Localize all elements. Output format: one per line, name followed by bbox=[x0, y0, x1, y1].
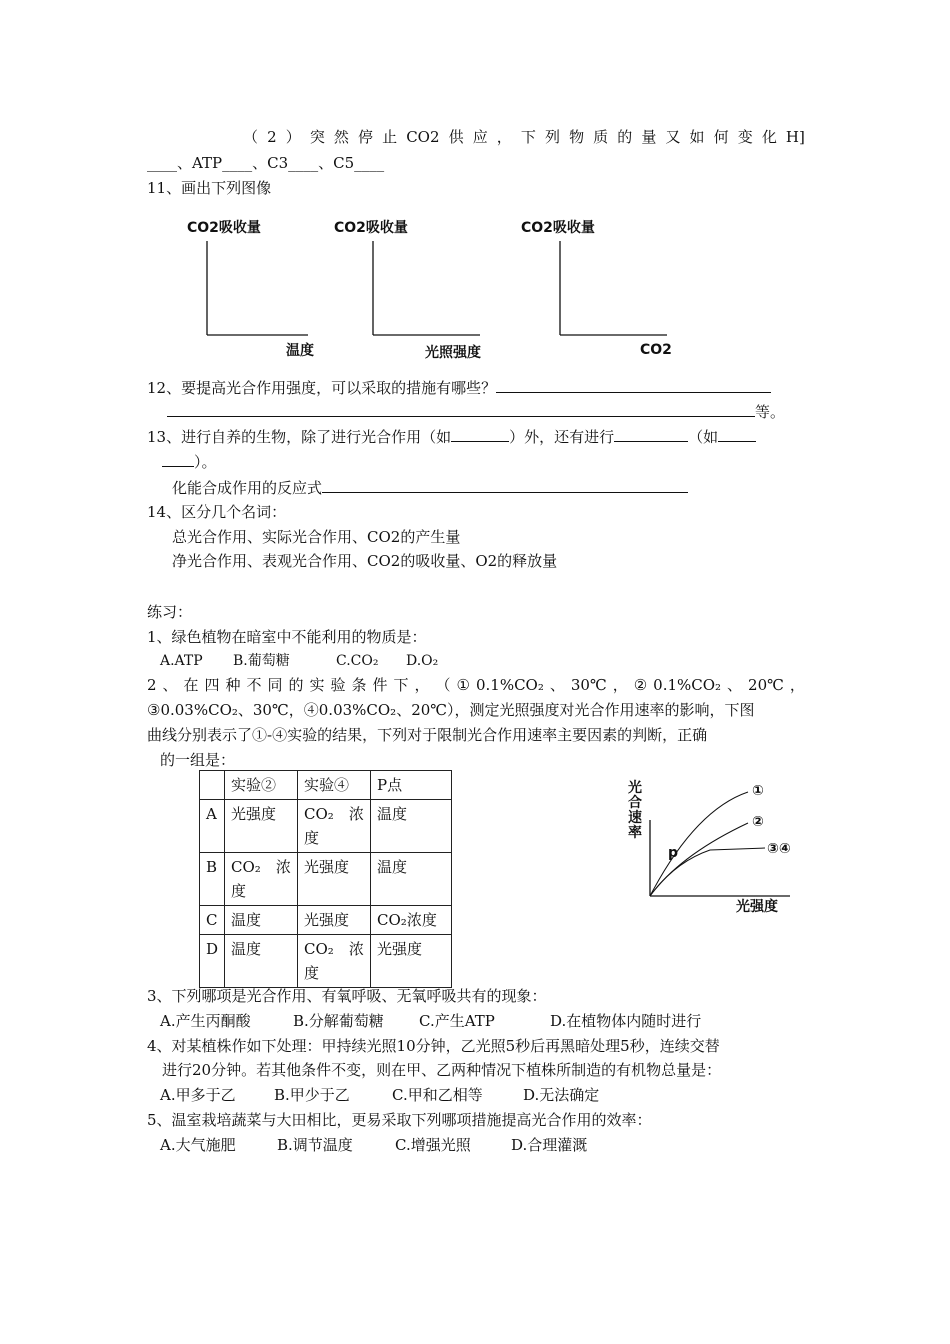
table-cell: CO₂ 浓度 bbox=[225, 853, 298, 906]
q12-answer-blank-2[interactable] bbox=[167, 402, 755, 417]
table-cell: C bbox=[200, 906, 225, 935]
photosynthesis-rate-chart bbox=[620, 770, 820, 920]
text-token: 供 bbox=[448, 128, 464, 146]
table-cell: A bbox=[200, 800, 225, 853]
table-cell: CO₂浓度 bbox=[371, 906, 452, 935]
text-token: CO2 bbox=[406, 128, 440, 146]
text-token: 30℃ bbox=[570, 676, 607, 694]
table-cell: D bbox=[200, 935, 225, 988]
chart-xlabel: 光强度 bbox=[736, 899, 778, 915]
q10-part2-line2 bbox=[147, 153, 384, 173]
q13-line3 bbox=[172, 478, 688, 498]
table-cell bbox=[200, 771, 225, 800]
table-header-exp2: 实验② bbox=[225, 771, 298, 800]
text-token: 实 bbox=[309, 676, 325, 694]
text-token: 的 bbox=[288, 676, 304, 694]
text-token: 质 bbox=[593, 128, 609, 146]
q14-title: 14、区分几个名词： bbox=[147, 503, 287, 521]
option-d[interactable]: D.合理灌溉 bbox=[511, 1136, 588, 1154]
table-cell: 温度 bbox=[225, 935, 298, 988]
text-token: 变 bbox=[737, 128, 753, 146]
graph3-xlabel: CO2 bbox=[640, 342, 672, 358]
practice-q4-line2: 进行20分钟。若其他条件不变，则在甲、乙两种情况下植株所制造的有机物总量是： bbox=[162, 1061, 722, 1079]
practice-q2-line3: 曲线分别表示了①-④实验的结果，下列对于限制光合作用速率主要因素的判断，正确 bbox=[147, 726, 708, 744]
q13-text-3: （如 bbox=[688, 428, 719, 446]
q13-line2 bbox=[162, 452, 217, 472]
text-token: 又 bbox=[665, 128, 681, 146]
table-cell: 光强度 bbox=[371, 935, 452, 988]
q13-text-2: ）外，还有进行 bbox=[509, 428, 615, 446]
q13-blank-example-2a[interactable] bbox=[718, 427, 756, 442]
text-token: 、 bbox=[162, 676, 178, 694]
practice-q2-line2: ③0.03%CO₂、30℃，④0.03%CO₂、20℃），测定光照强度对光合作用速率的影响，下图 bbox=[147, 701, 755, 719]
chart-ylabel-char-4: 率 bbox=[628, 825, 642, 841]
option-b[interactable]: B.分解葡萄糖 bbox=[293, 1012, 384, 1030]
q12-end: 等。 bbox=[755, 403, 786, 421]
q13-blank-process[interactable] bbox=[614, 427, 688, 442]
curve-label-2: ② bbox=[752, 814, 764, 830]
practice-q3-stem: 3、下列哪项是光合作用、有氧呼吸、无氧呼吸共有的现象： bbox=[147, 987, 547, 1005]
text-token: 0.1%CO₂ bbox=[475, 676, 544, 694]
text-token: （ bbox=[435, 676, 451, 694]
graph2-ylabel: CO2吸收量 bbox=[334, 220, 408, 236]
table-cell: CO₂ 浓度 bbox=[298, 800, 371, 853]
text-token: 下 bbox=[520, 128, 536, 146]
text-token: 化 bbox=[761, 128, 777, 146]
q11-axes-graphs bbox=[0, 205, 950, 365]
text-token: 同 bbox=[267, 676, 283, 694]
table-row[interactable] bbox=[200, 906, 452, 935]
option-c[interactable]: C.CO₂ bbox=[336, 653, 379, 669]
table-cell: 光强度 bbox=[225, 800, 298, 853]
option-a[interactable]: A.大气施肥 bbox=[160, 1136, 236, 1154]
graph-co2[interactable] bbox=[521, 219, 672, 358]
text-token: 然 bbox=[333, 128, 349, 146]
option-d[interactable]: D.无法确定 bbox=[523, 1086, 600, 1104]
text-token: 条 bbox=[351, 676, 367, 694]
text-token: 的 bbox=[617, 128, 633, 146]
option-b[interactable]: B.甲少于乙 bbox=[274, 1086, 350, 1104]
text-token: 四 bbox=[204, 676, 220, 694]
option-a[interactable]: A.ATP bbox=[160, 653, 203, 669]
q10-blanks-text: ____、ATP____、C3____、C5____ bbox=[147, 154, 385, 172]
table-row[interactable] bbox=[200, 853, 452, 906]
practice-q1-options bbox=[160, 651, 438, 671]
point-p-label: p bbox=[668, 845, 679, 861]
text-token: ， bbox=[414, 676, 430, 694]
text-token: 种 bbox=[225, 676, 241, 694]
text-token: 下 bbox=[393, 676, 409, 694]
q13-text-1: 13、进行自养的生物，除了进行光合作用（如 bbox=[147, 428, 452, 446]
table-cell: 温度 bbox=[371, 853, 452, 906]
text-token: 止 bbox=[382, 128, 398, 146]
curve-2 bbox=[650, 823, 748, 896]
graph-light-intensity[interactable] bbox=[334, 219, 481, 361]
table-header-p-point: P点 bbox=[371, 771, 452, 800]
option-a[interactable]: A.甲多于乙 bbox=[160, 1086, 236, 1104]
chart-ylabel-char-1: 光 bbox=[628, 780, 642, 796]
table-cell: 温度 bbox=[371, 800, 452, 853]
option-a[interactable]: A.产生丙酮酸 bbox=[160, 1012, 251, 1030]
text-token: ， bbox=[789, 676, 805, 694]
text-token: H] bbox=[785, 128, 805, 146]
practice-q5-stem: 5、温室栽培蔬菜与大田相比，更易采取下列哪项措施提高光合作用的效率： bbox=[147, 1111, 652, 1129]
option-b[interactable]: B.葡萄糖 bbox=[233, 653, 290, 669]
text-token: 20℃ bbox=[748, 676, 784, 694]
text-token: 停 bbox=[358, 128, 374, 146]
text-token: 量 bbox=[641, 128, 657, 146]
chart-ylabel-char-2: 合 bbox=[628, 795, 642, 811]
option-b[interactable]: B.调节温度 bbox=[277, 1136, 353, 1154]
text-token: 2 bbox=[267, 128, 277, 146]
option-c[interactable]: C.产生ATP bbox=[419, 1012, 495, 1030]
practice-q5-options bbox=[160, 1135, 587, 1155]
q12-line1 bbox=[147, 378, 771, 398]
practice-q2-line1 bbox=[147, 675, 805, 695]
table-cell: B bbox=[200, 853, 225, 906]
text-token: 在 bbox=[183, 676, 199, 694]
q13-line1 bbox=[147, 427, 756, 447]
experiment-table bbox=[199, 770, 452, 988]
q14-line1: 总光合作用、实际光合作用、CO2的产生量 bbox=[172, 528, 461, 546]
text-token: 、 bbox=[727, 676, 743, 694]
text-token: 如 bbox=[689, 128, 705, 146]
text-token: 物 bbox=[569, 128, 585, 146]
q14-line2: 净光合作用、表观光合作用、CO2的吸收量、O2的释放量 bbox=[172, 552, 558, 570]
q12-line2 bbox=[167, 402, 785, 422]
graph-temperature[interactable] bbox=[187, 219, 314, 359]
curve-label-3-4: ③④ bbox=[767, 841, 791, 857]
practice-q1-stem: 1、绿色植物在暗室中不能利用的物质是： bbox=[147, 628, 427, 646]
text-token: ， bbox=[496, 128, 512, 146]
text-token: 突 bbox=[309, 128, 325, 146]
text-token: 应 bbox=[472, 128, 488, 146]
table-cell: CO₂ 浓度 bbox=[298, 935, 371, 988]
table-header-row bbox=[200, 771, 452, 800]
q13-text-4: ）。 bbox=[194, 453, 217, 471]
option-d[interactable]: D.O₂ bbox=[406, 653, 439, 669]
curve-1 bbox=[650, 792, 748, 896]
table-cell: 温度 bbox=[225, 906, 298, 935]
text-token: 不 bbox=[246, 676, 262, 694]
text-token: ② bbox=[633, 676, 648, 694]
practice-q3-options bbox=[160, 1011, 701, 1031]
text-token: （ bbox=[243, 128, 259, 146]
graph2-xlabel: 光照强度 bbox=[425, 345, 481, 361]
text-token: 列 bbox=[544, 128, 560, 146]
q10-part2-line1 bbox=[243, 127, 805, 147]
option-c[interactable]: C.甲和乙相等 bbox=[392, 1086, 483, 1104]
text-token: 2 bbox=[147, 676, 157, 694]
text-token: 、 bbox=[549, 676, 565, 694]
text-token: 件 bbox=[372, 676, 388, 694]
table-cell: 光强度 bbox=[298, 853, 371, 906]
practice-q4-line1: 4、对某植株作如下处理：甲持续光照10分钟，乙光照5秒后再黑暗处理5秒，连续交替 bbox=[147, 1037, 720, 1055]
graph1-xlabel: 温度 bbox=[286, 343, 314, 359]
q13-blank-equation[interactable] bbox=[322, 478, 688, 493]
chart-ylabel-char-3: 速 bbox=[628, 810, 642, 826]
practice-q4-options bbox=[160, 1085, 599, 1105]
text-token: ， bbox=[612, 676, 628, 694]
q11-title: 11、画出下列图像 bbox=[147, 179, 272, 197]
text-token: ） bbox=[285, 128, 301, 146]
q13-text-5: 化能合成作用的反应式 bbox=[172, 479, 323, 497]
practice-title: 练习： bbox=[147, 603, 193, 621]
text-token: ① bbox=[456, 676, 470, 694]
table-row[interactable] bbox=[200, 935, 452, 988]
q12-text: 12、要提高光合作用强度，可以采取的措施有哪些？ bbox=[147, 379, 497, 397]
q12-answer-blank-1[interactable] bbox=[496, 378, 771, 393]
text-token: 验 bbox=[330, 676, 346, 694]
table-cell: 光强度 bbox=[298, 906, 371, 935]
text-token: 何 bbox=[713, 128, 729, 146]
option-d[interactable]: D.在植物体内随时进行 bbox=[550, 1012, 702, 1030]
table-header-exp4: 实验④ bbox=[298, 771, 371, 800]
chart-ylabel bbox=[628, 779, 642, 841]
q13-blank-example-1[interactable] bbox=[451, 427, 509, 442]
q13-blank-example-2b[interactable] bbox=[162, 452, 194, 467]
practice-q2-line4: 的一组是： bbox=[160, 751, 236, 769]
text-token: 0.1%CO₂ bbox=[653, 676, 722, 694]
curve-label-1: ① bbox=[752, 783, 764, 799]
graph3-ylabel: CO2吸收量 bbox=[521, 220, 595, 236]
graph1-ylabel: CO2吸收量 bbox=[187, 220, 261, 236]
option-c[interactable]: C.增强光照 bbox=[395, 1136, 471, 1154]
table-row[interactable] bbox=[200, 800, 452, 853]
